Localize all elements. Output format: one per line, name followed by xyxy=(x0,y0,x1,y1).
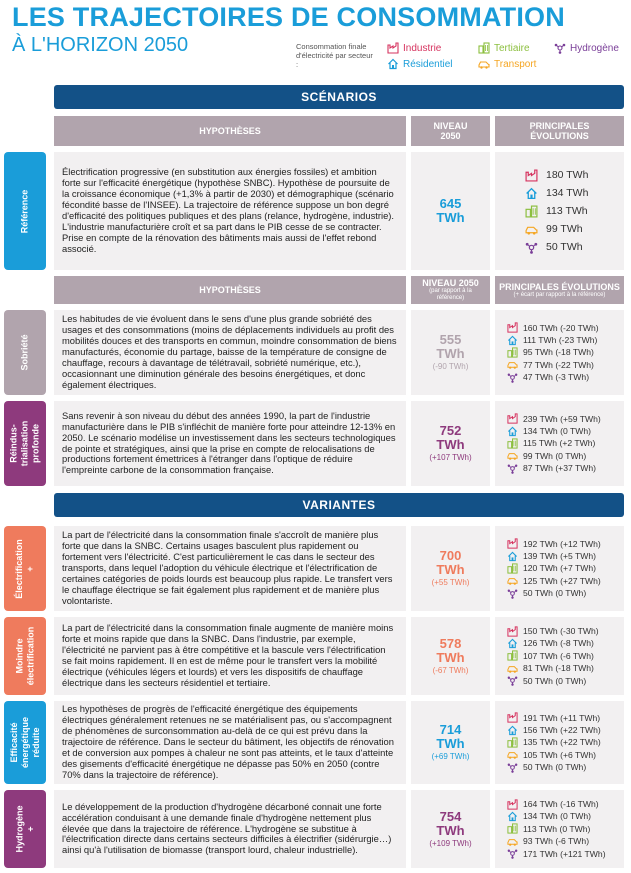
level-value: 700 TWh xyxy=(436,548,465,577)
scenario-evolutions xyxy=(495,701,624,784)
house-icon xyxy=(507,811,518,822)
evolution-value: 160 TWh (-20 TWh) xyxy=(523,322,599,333)
scenario-level xyxy=(411,701,490,784)
evolution-value: 105 TWh (+6 TWh) xyxy=(523,749,596,760)
evolution-item xyxy=(507,712,624,724)
scenario-row xyxy=(4,310,624,395)
legend-item-hydrogene xyxy=(554,42,619,54)
factory-icon xyxy=(387,42,399,54)
scenario-evolutions xyxy=(495,401,624,486)
office-building-icon xyxy=(507,438,518,449)
evolution-item xyxy=(507,675,624,687)
scenario-level xyxy=(411,617,490,695)
hydrogen-molecule-icon xyxy=(554,42,566,54)
level-delta: (+109 TWh) xyxy=(429,838,472,848)
evolution-item xyxy=(507,346,624,358)
evolution-item xyxy=(507,538,624,550)
evolution-item xyxy=(507,650,624,662)
evolution-value: 95 TWh (-18 TWh) xyxy=(523,347,594,358)
evolution-value: 150 TWh (-30 TWh) xyxy=(523,626,599,637)
evolution-item xyxy=(507,450,624,462)
evolution-value: 134 TWh (0 TWh) xyxy=(523,811,591,822)
scenario-description xyxy=(54,152,406,270)
scenario-label xyxy=(4,701,46,784)
hydrogen-molecule-icon xyxy=(507,463,518,474)
factory-icon xyxy=(507,413,518,424)
legend-item-transport xyxy=(478,58,536,70)
factory-icon xyxy=(507,322,518,333)
scenario-label-text: Électrification + xyxy=(14,538,36,599)
header-evolutions-2 xyxy=(495,276,624,304)
evolution-item xyxy=(507,334,624,346)
scenario-description xyxy=(54,790,406,868)
scenario-description-text: Le développement de la production d'hydrogène décarboné connait une forte accélération conduisant à une demande finale d'hydrogène nettement plus élevée que dans la trajectoire de référence. L'hydrogène se substitue à l'électrification directe dans certains secteurs difficiles à électrifier (sidérurgie…) ainsi qu'à l'utilisation de biomasse (transport lourd, chaleur industrielle). xyxy=(62,800,392,856)
car-icon xyxy=(507,836,518,847)
evolution-item xyxy=(525,202,624,220)
evolution-value: 50 TWh (0 TWh) xyxy=(523,762,587,773)
hydrogen-molecule-icon xyxy=(525,241,538,254)
scenario-row xyxy=(4,617,624,695)
header-niveau-2 xyxy=(411,276,490,304)
office-building-icon xyxy=(507,347,518,358)
scenario-evolutions xyxy=(495,526,624,611)
evolution-value: 87 TWh (+37 TWh) xyxy=(523,463,596,474)
evolution-item xyxy=(507,462,624,474)
evolution-item xyxy=(525,238,624,256)
evolution-value: 191 TWh (+11 TWh) xyxy=(523,712,601,723)
header-label: NIVEAU 2050 xyxy=(433,121,468,141)
scenario-label-text: Hydrogène + xyxy=(14,805,36,853)
header-label: PRINCIPALES ÉVOLUTIONS xyxy=(499,281,620,292)
scenario-evolutions xyxy=(495,310,624,395)
car-icon xyxy=(507,663,518,674)
house-icon xyxy=(387,58,399,70)
evolution-value: 139 TWh (+5 TWh) xyxy=(523,550,596,561)
level-value: 714 TWh xyxy=(436,722,465,751)
evolution-value: 113 TWh xyxy=(546,205,588,217)
hydrogen-molecule-icon xyxy=(507,372,518,383)
legend-caption: Consommation finale d'électricité par secteur : xyxy=(296,42,373,69)
office-building-icon xyxy=(507,823,518,834)
scenario-row xyxy=(4,401,624,486)
legend-item-industrie xyxy=(387,42,441,54)
office-building-icon xyxy=(507,563,518,574)
office-building-icon xyxy=(525,205,538,218)
evolution-value: 134 TWh (0 TWh) xyxy=(523,425,591,436)
scenario-evolutions xyxy=(495,790,624,868)
evolution-item xyxy=(507,662,624,674)
evolution-value: 120 TWh (+7 TWh) xyxy=(523,563,596,574)
evolution-item xyxy=(507,413,624,425)
scenario-description xyxy=(54,617,406,695)
header-label: NIVEAU 2050 xyxy=(422,278,479,288)
level-delta: (-90 TWh) xyxy=(432,362,469,371)
scenario-label xyxy=(4,790,46,868)
evolution-item xyxy=(507,637,624,649)
scenario-description xyxy=(54,310,406,395)
header-niveau xyxy=(411,116,490,146)
scenario-description xyxy=(54,701,406,784)
factory-icon xyxy=(507,712,518,723)
car-icon xyxy=(507,359,518,370)
legend-label: Résidentiel xyxy=(403,58,453,70)
evolution-value: 99 TWh (0 TWh) xyxy=(523,450,587,461)
hydrogen-molecule-icon xyxy=(507,848,518,859)
evolution-item xyxy=(525,184,624,202)
level-value: 752 TWh xyxy=(436,423,465,452)
evolution-item xyxy=(507,425,624,437)
evolution-item xyxy=(507,749,624,761)
evolution-value: 171 TWh (+121 TWh) xyxy=(523,848,606,859)
header-hypotheses xyxy=(54,116,406,146)
evolution-value: 93 TWh (-6 TWh) xyxy=(523,836,590,847)
header-label: HYPOTHÈSES xyxy=(199,126,261,136)
level-value: 555 TWh xyxy=(436,332,465,361)
evolution-item xyxy=(507,761,624,773)
car-icon xyxy=(478,58,490,70)
scenario-level xyxy=(411,310,490,395)
car-icon xyxy=(507,749,518,760)
evolution-value: 77 TWh (-22 TWh) xyxy=(523,359,594,370)
scenario-description-text: La part de l'électricité dans la consommation finale augmente de manière moins forte et moins rapide que dans la SNBC. Dans l'industrie, par exemple, l'électricité ne parvient pas à être compétitive et la bascule vers l'électrification se fait moins rapidement. Il en est de même pour le transfert vers la mobilité électrique (véhicules légers et lourds) et vers les dispositifs de chauffage électrique dans les secteurs résidentiel et tertiaire. xyxy=(62,622,394,688)
header-sub: (+ écart par rapport à la référence) xyxy=(513,291,606,298)
evolution-item xyxy=(507,724,624,736)
scenario-description xyxy=(54,526,406,611)
factory-icon xyxy=(507,626,518,637)
evolution-value: 107 TWh (-6 TWh) xyxy=(523,650,594,661)
factory-icon xyxy=(525,169,538,182)
scenario-description-text: Électrification progressive (en substitution aux énergies fossiles) et ambition forte sur l'efficacité énergétique (hypothèse SNBC). Hypothèse de poursuite de la croissance économique (+1,3% à partir de 2030) et démographique (scénario fécondité basse de l'INSEE). La trajectoire de référence suppose un bon degré d'efficacité des politiques publiques et des plans (relance, hydrogène, industrie). L'industrie manufacturière croît et sa part dans le PIB cesse de se contracter. Prise en compte de la rénovation des bâtiments mais aussi de l'effet rebond associé. xyxy=(62,166,395,254)
evolution-item xyxy=(507,798,624,810)
legend-label: Transport xyxy=(494,58,537,70)
legend-item-tertiaire xyxy=(478,42,530,54)
scenario-description-text: La part de l'électricité dans la consommation finale s'accroît de manière plus forte que dans la SNBC. Certains usages basculent plus rapidement ou fortement vers l'électricité. C'est particulièrement le cas dans le secteur des transports, dans lequel l'adoption du véhicule électrique et l'électrification de certaines catégories de poids lourds est beaucoup plus rapide. Le transfert vers le chauffage électrique se fait également plus rapidement et de manière plus volontariste. xyxy=(62,529,393,606)
evolution-value: 239 TWh (+59 TWh) xyxy=(523,413,601,424)
evolution-value: 192 TWh (+12 TWh) xyxy=(523,538,601,549)
car-icon xyxy=(507,450,518,461)
office-building-icon xyxy=(507,650,518,661)
house-icon xyxy=(507,638,518,649)
evolution-value: 50 TWh xyxy=(546,241,583,253)
evolution-item xyxy=(507,823,624,835)
scenario-row xyxy=(4,152,624,270)
evolution-item xyxy=(507,371,624,383)
header-hypotheses-2 xyxy=(54,276,406,304)
level-value: 645 TWh xyxy=(436,196,465,225)
house-icon xyxy=(507,426,518,437)
scenario-description-text: Sans revenir à son niveau du début des années 1990, la part de l'industrie manufacturière dans le PIB s'infléchit de manière forte pour atteindre 12-13% en 2050. Le scénario modélise un investissement dans les secteurs technologiques de pointe et stratégiques, ainsi que la prise en compte de relocalisations de productions fortement émettrices à l'étranger dans l'optique de réduire l'empreinte carbone de la consommation française. xyxy=(62,409,396,476)
scenario-description-text: Les habitudes de vie évoluent dans le sens d'une plus grande sobriété des usages et des consommations (moins de déplacements individuels au profit des mobilités douces et des transports en commun, moindre consommation de biens manufacturés, économie du partage, baisse de la température de consigne de chauffage, recours à davantage de télétravail, sobriété numérique, etc.), occasionnant une diminution générale des besoins énergétiques, et donc également électriques. xyxy=(62,313,397,390)
evolution-item xyxy=(525,166,624,184)
band-variantes: VARIANTES xyxy=(54,493,624,517)
office-building-icon xyxy=(507,737,518,748)
house-icon xyxy=(507,725,518,736)
hydrogen-molecule-icon xyxy=(507,762,518,773)
header-evolutions xyxy=(495,116,624,146)
scenario-label xyxy=(4,152,46,270)
evolution-item xyxy=(507,550,624,562)
evolution-value: 47 TWh (-3 TWh) xyxy=(523,372,590,383)
scenario-description-text: Les hypothèses de progrès de l'efficacité énergétique des équipements électriques généralement retenues ne se matérialisent pas, ou s'accompagnent de phénomènes de surconsommation au-delà de ce qui est prévu dans la trajectoire de référence. Dans le secteur du bâtiment, les objectifs de rénovation et de conversion aux pompes à chaleur ne sont pas atteints, et le taux d'atteinte des gisements d'efficacité énergétique ne dépasse pas 50% en 2050 (contre 70% dans la trajectoire de référence). xyxy=(62,703,394,780)
evolution-item xyxy=(507,848,624,860)
factory-icon xyxy=(507,799,518,810)
scenario-description xyxy=(54,401,406,486)
car-icon xyxy=(507,575,518,586)
header-label: PRINCIPALES ÉVOLUTIONS xyxy=(529,121,590,141)
scenario-row xyxy=(4,701,624,784)
legend-label: Tertiaire xyxy=(494,42,530,54)
evolution-value: 50 TWh (0 TWh) xyxy=(523,675,587,686)
level-delta: (+55 TWh) xyxy=(431,578,470,587)
evolution-item xyxy=(507,437,624,449)
scenario-label xyxy=(4,310,46,395)
page-title: LES TRAJECTOIRES DE CONSOMMATION xyxy=(12,2,565,32)
evolution-value: 99 TWh xyxy=(546,223,583,235)
evolution-item xyxy=(507,835,624,847)
scenario-evolutions xyxy=(495,617,624,695)
factory-icon xyxy=(507,538,518,549)
page-subtitle: À L'HORIZON 2050 xyxy=(12,34,189,56)
scenario-label-text: Réindus-trialisation profonde xyxy=(8,420,41,467)
evolution-value: 50 TWh (0 TWh) xyxy=(523,588,587,599)
scenario-label xyxy=(4,617,46,695)
scenario-level xyxy=(411,526,490,611)
legend-label: Hydrogène xyxy=(570,42,619,54)
scenario-row xyxy=(4,526,624,611)
evolution-item xyxy=(507,625,624,637)
legend-item-residentiel xyxy=(387,58,452,70)
scenario-level xyxy=(411,790,490,868)
evolution-item xyxy=(507,587,624,599)
band-scenarios: SCÉNARIOS xyxy=(54,85,624,109)
level-delta: (+69 TWh) xyxy=(431,752,470,761)
header-label: HYPOTHÈSES xyxy=(199,285,261,295)
evolution-item xyxy=(525,220,624,238)
evolution-value: 81 TWh (-18 TWh) xyxy=(523,663,594,674)
evolution-value: 164 TWh (-16 TWh) xyxy=(523,799,599,810)
scenario-label-text: Moindre électrification xyxy=(14,626,35,686)
house-icon xyxy=(507,551,518,562)
evolution-item xyxy=(507,322,624,334)
evolution-value: 115 TWh (+2 TWh) xyxy=(523,438,596,449)
evolution-item xyxy=(507,810,624,822)
scenario-label xyxy=(4,401,46,486)
level-delta: (+107 TWh) xyxy=(429,453,472,462)
evolution-item xyxy=(507,562,624,574)
evolution-value: 125 TWh (+27 TWh) xyxy=(523,575,601,586)
level-value: 578 TWh xyxy=(436,635,465,665)
evolution-item xyxy=(507,359,624,371)
house-icon xyxy=(525,187,538,200)
scenario-level xyxy=(411,152,490,270)
evolution-value: 113 TWh (0 TWh) xyxy=(523,823,591,834)
legend-label: Industrie xyxy=(403,42,442,54)
evolution-value: 180 TWh xyxy=(546,169,589,181)
evolution-value: 134 TWh xyxy=(546,187,589,199)
scenario-label-text: Efficacité énergétique réduite xyxy=(8,716,41,768)
scenario-level xyxy=(411,401,490,486)
level-delta: (-67 TWh) xyxy=(432,665,469,675)
evolution-value: 135 TWh (+22 TWh) xyxy=(523,737,601,748)
evolution-value: 156 TWh (+22 TWh) xyxy=(523,724,601,735)
level-value: 754 TWh xyxy=(436,808,465,838)
scenario-row xyxy=(4,790,624,868)
scenario-label-text: Référence xyxy=(19,189,30,233)
scenario-label-text: Sobriété xyxy=(19,334,30,371)
hydrogen-molecule-icon xyxy=(507,588,518,599)
evolution-item xyxy=(507,575,624,587)
evolution-value: 111 TWh (-23 TWh) xyxy=(523,334,598,345)
hydrogen-molecule-icon xyxy=(507,675,518,686)
evolution-value: 126 TWh (-8 TWh) xyxy=(523,638,594,649)
scenario-label xyxy=(4,526,46,611)
header-sub: (par rapport à la référence) xyxy=(429,288,472,301)
evolution-item xyxy=(507,736,624,748)
car-icon xyxy=(525,223,538,236)
house-icon xyxy=(507,335,518,346)
office-building-icon xyxy=(478,42,490,54)
scenario-evolutions xyxy=(495,152,624,270)
